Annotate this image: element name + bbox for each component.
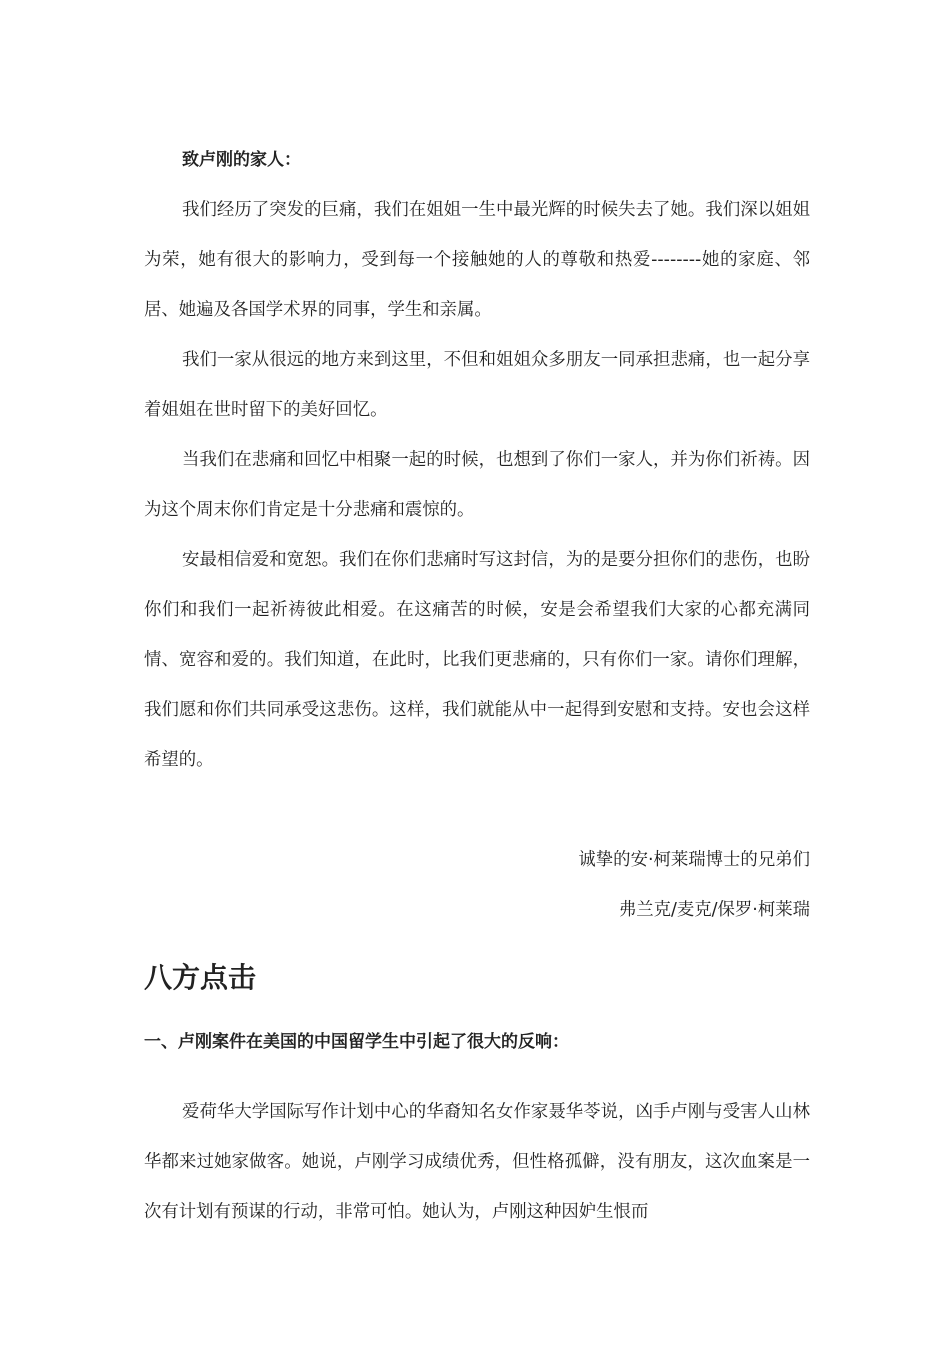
section-paragraph xyxy=(144,1087,810,1237)
document-content xyxy=(144,135,810,1237)
letter-signature-names: 弗兰克/麦克/保罗·柯莱瑞 xyxy=(618,900,810,920)
section-paragraph-text: 凶手卢刚与受害人山林华都来过她家做客。她说，卢刚学习成绩优秀，但性格孤僻，没有朋友，这次血案是一次有计划有预谋的行动，非常可怕。她认为，卢刚这种因妒生恨而 xyxy=(144,1102,810,1222)
letter-salutation: 致卢刚的家人： xyxy=(182,150,301,170)
blank-gap xyxy=(144,1067,810,1087)
section-subheading: 一、卢刚案件在美国的中国留学生中引起了很大的反响： xyxy=(144,1032,569,1052)
letter-paragraph: 安最相信爱和宽恕。我们在你们悲痛时写这封信，为的是要分担你们的悲伤，也盼你们和我们一起祈祷彼此相爱。在这痛苦的时候，安是会希望我们大家的心都充满同情、宽容和爱的。我们知道，在此时，比我们更悲痛的，只有你们一家。请你们理解，我们愿和你们共同承受这悲伤。这样，我们就能从中一起得到安慰和支持。安也会这样希望的。 xyxy=(144,550,810,770)
letter-paragraph: 当我们在悲痛和回忆中相聚一起的时候，也想到了你们一家人，并为你们祈祷。因为这个周末你们肯定是十分悲痛和震惊的。 xyxy=(144,450,810,520)
letter-signature-line: 诚挚的安·柯莱瑞博士的兄弟们 xyxy=(578,850,810,870)
letter-paragraph: 我们经历了突发的巨痛，我们在姐姐一生中最光辉的时候失去了她。我们深以姐姐为荣，她有很大的影响力，受到每一个接触她的人的尊敬和热爱--------她的家庭、邻居、她遍及各国学术界的同事，学生和亲属。 xyxy=(144,200,810,320)
section-paragraph-serif-text: 爱荷华大学国际写作计划中心的华裔知名女作家聂华苓说， xyxy=(182,1102,636,1122)
section-title: 八方点击 xyxy=(144,961,257,994)
letter-paragraph: 我们一家从很远的地方来到这里，不但和姐姐众多朋友一同承担悲痛，也一起分享着姐姐在世时留下的美好回忆。 xyxy=(144,350,810,420)
blank-line xyxy=(144,785,810,835)
